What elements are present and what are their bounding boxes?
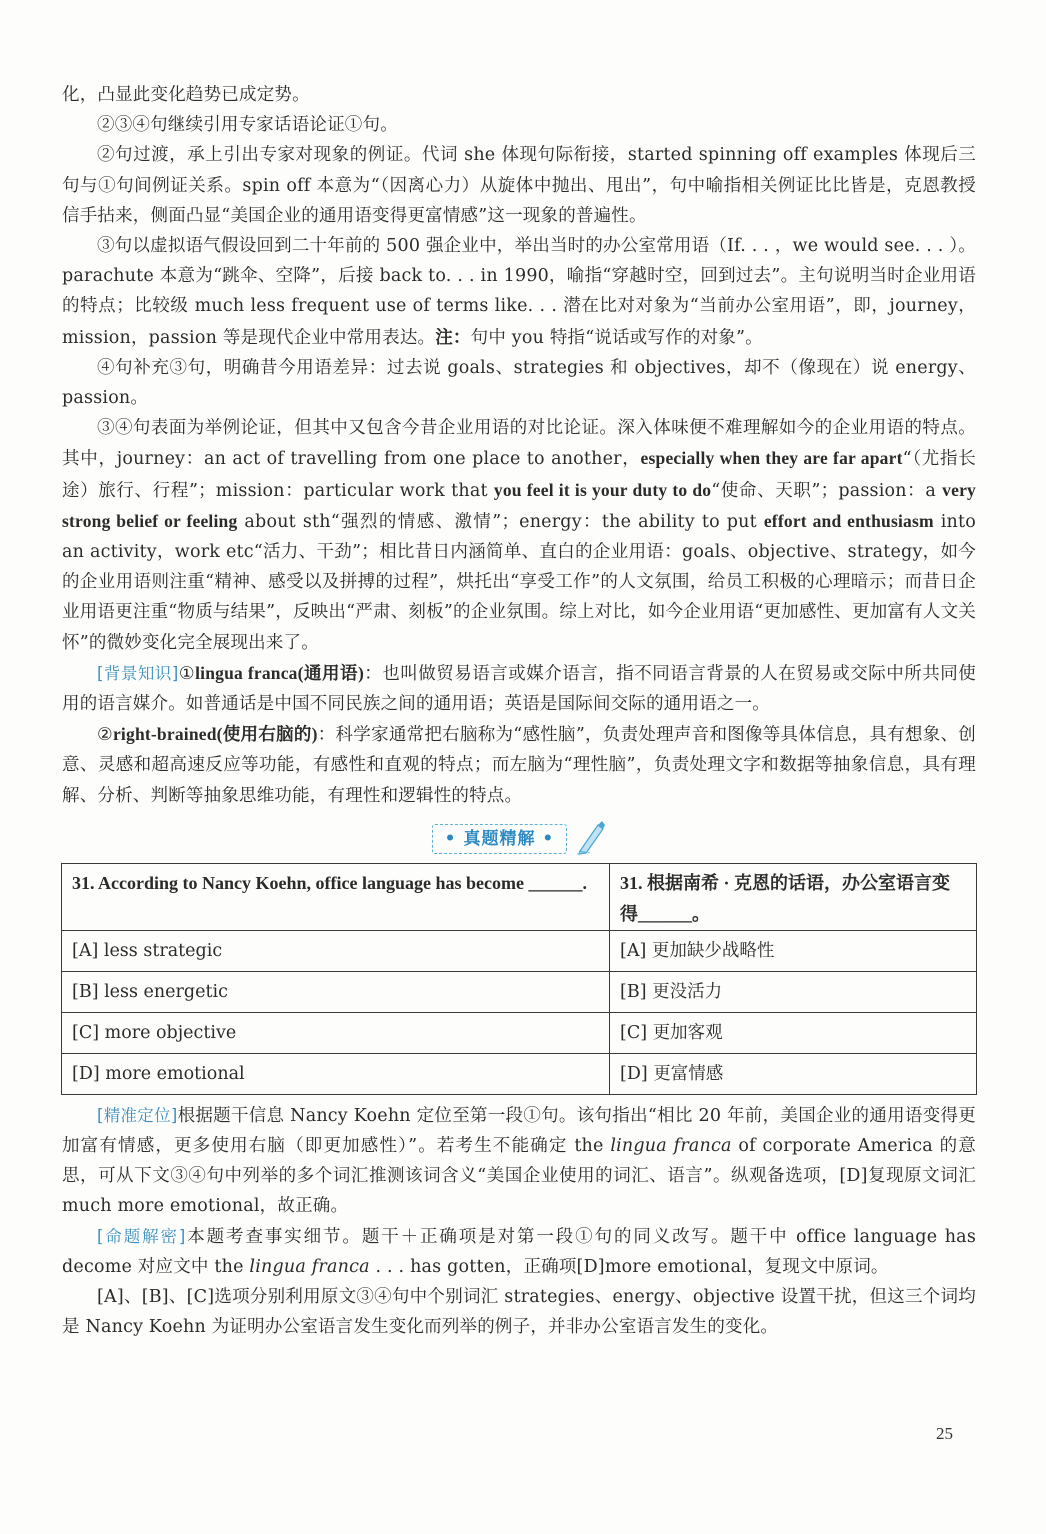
text: of corporate America 的意思，可从下文③④句中列举的多个词汇推测该词含义“美国企业使用的词汇、语言”。纵观备选项，[D]复现原文词汇 much more emotional，故正确。: [62, 1136, 976, 1217]
term: right-brained(使用右脑的): [112, 724, 318, 745]
bold-definition: especially when they are far apart: [640, 448, 903, 469]
paragraph: ②③④句继续引用专家话语论证①句。: [97, 115, 398, 136]
option-en: [B] less energetic: [62, 971, 610, 1012]
question-stem-en: [62, 863, 610, 930]
analysis-paragraph: [62, 1222, 976, 1282]
section-tag: [精准定位]: [97, 1105, 178, 1125]
text: “（尤指长途）旅行、行程”；mission：particular work that: [62, 449, 976, 501]
option-en: [A] less strategic: [62, 930, 610, 971]
paragraph: [62, 413, 976, 658]
pen-icon: [576, 819, 606, 859]
item-number: ②: [97, 725, 113, 746]
bold-definition: you feel it is your duty to do: [493, 479, 712, 500]
option-zh: [A] 更加缺少战略性: [610, 930, 977, 971]
background-paragraph: [62, 658, 976, 719]
paragraph: [62, 231, 976, 353]
table-row: [62, 971, 977, 1012]
page-content: [62, 80, 976, 1343]
option-zh: [B] 更没活力: [610, 971, 977, 1012]
italic-term: lingua franca: [610, 1136, 732, 1157]
option-en: [C] more objective: [62, 1012, 610, 1053]
table-row: [62, 1053, 977, 1094]
text: ③④句表面为举例论证，但其中又包含今昔企业用语的对比论证。深入体味便不难理解如今的企业用语的特点。其中，journey：an act of travelling from one place to another，: [62, 418, 976, 470]
text: about sth“强烈的情感、激情”；energy：the ability to put: [237, 511, 764, 532]
analysis-paragraph: [A]、[B]、[C]选项分别利用原文③④句中个别词汇 strategies、energy、objective 设置干扰，但这三个词均是 Nancy Koehn 为证明办公室语言发生变化而列举的例子，并非办公室语言发生的变化。: [62, 1287, 976, 1338]
item-number: ①: [178, 663, 196, 684]
bold-definition: very strong belief or feeling: [62, 479, 976, 531]
background-paragraph: [62, 719, 976, 811]
question-table: [61, 863, 977, 1095]
question-stem-zh: [610, 863, 977, 930]
text: into an activity，work etc“活力、干劲”；相比昔日内涵简单、直白的企业用语：goals、objective、strategy，如今的企业用语则注重“精神、感受以及拼搏的过程”，烘托出“享受工作”的人文氛围，给员工积极的心理暗示；而昔日企业用语更注重“物质与结果”，反映出“严肃、刻板”的企业氛围。综上对比，如今企业用语“更加感性、更加富有人文关怀”的微妙变化完全展现出来了。: [62, 511, 976, 653]
text: . . . has gotten，正确项[D]more emotional，复现文中原词。: [369, 1256, 889, 1277]
section-banner: [62, 819, 976, 861]
stem-text: 31. According to Nancy Koehn, office language has become ______.: [72, 872, 587, 893]
paragraph: 化，凸显此变化趋势已成定势。: [62, 85, 310, 105]
banner-title: • 真题精解 •: [432, 824, 568, 854]
text: ：也叫做贸易语言或媒介语言，指不同语言背景的人在贸易或交际中所共同使用的语言媒介。如普通话是中国不同民族之间的通用语；英语是国际间交际的通用语之一。: [62, 663, 976, 715]
page-number: 25: [936, 1424, 953, 1443]
term: lingua franca(通用语): [195, 662, 364, 683]
option-zh: [C] 更加客观: [610, 1012, 977, 1053]
italic-term: lingua franca: [249, 1256, 370, 1277]
text: 根据题干信息 Nancy Koehn 定位至第一段①句。该句指出“相比 20 年前，美国企业的通用语变得更加富有情感，更多使用右脑（即更加感性）”。若考生不能确定 the: [62, 1105, 976, 1157]
paragraph: ②句过渡，承上引出专家对现象的例证。代词 she 体现句际衔接，started spinning off examples 体现后三句与①句间例证关系。spin off 本意为“（因离心力）从旋体中抛出、甩出”，句中喻指相关例证比比皆是，克恩教授信手拈来，侧面凸显“美国企业的通用语变得更富情感”这一现象的普遍性。: [62, 145, 976, 226]
section-tag: [命题解密]: [97, 1226, 186, 1246]
bold-definition: effort and enthusiasm: [763, 510, 934, 531]
note-text: 句中 you 特指“说话或写作的对象”。: [470, 327, 763, 348]
text: 本题考查事实细节。题干＋正确项是对第一段①句的同义改写。题干中 office language has decome 对应文中 the: [62, 1226, 976, 1277]
option-en: [D] more emotional: [62, 1053, 610, 1094]
option-zh: [D] 更富情感: [610, 1053, 977, 1094]
paragraph-text: ③句以虚拟语气假设回到二十年前的 500 强企业中，举出当时的办公室常用语（If. . . ，we would see. . . ）。parachute 本意为“跳伞、空降”，后接 back to. . . in 1990，喻指“穿越时空，回到过去”。主句说明当时企业用语的特点；比较级 much less frequent use of terms like. . . 潜在比对对象为“当前办公室用语”，即，journey，mission，passion 等是现代企业中常用表达。: [62, 236, 976, 348]
stem-text: 31. 根据南希 · 克恩的话语，办公室语言变得______。: [620, 872, 951, 924]
paragraph: ④句补充③句，明确昔今用语差异：过去说 goals、strategies 和 objectives，却不（像现在）说 energy、passion。: [62, 357, 976, 409]
table-row: [62, 863, 977, 930]
table-row: [62, 1012, 977, 1053]
analysis-paragraph: [62, 1101, 976, 1222]
text: “使命、天职”；passion：a: [711, 480, 943, 501]
table-row: [62, 930, 977, 971]
section-tag: [背景知识]: [97, 663, 179, 683]
text: ：科学家通常把右脑称为“感性脑”，负责处理声音和图像等具体信息，具有想象、创意、灵感和超高速反应等功能，有感性和直观的特点；而左脑为“理性脑”，负责处理文字和数据等抽象信息，具有理解、分析、判断等抽象思维功能，有理性和逻辑性的特点。: [62, 725, 976, 806]
note-label: 注：: [435, 326, 471, 347]
